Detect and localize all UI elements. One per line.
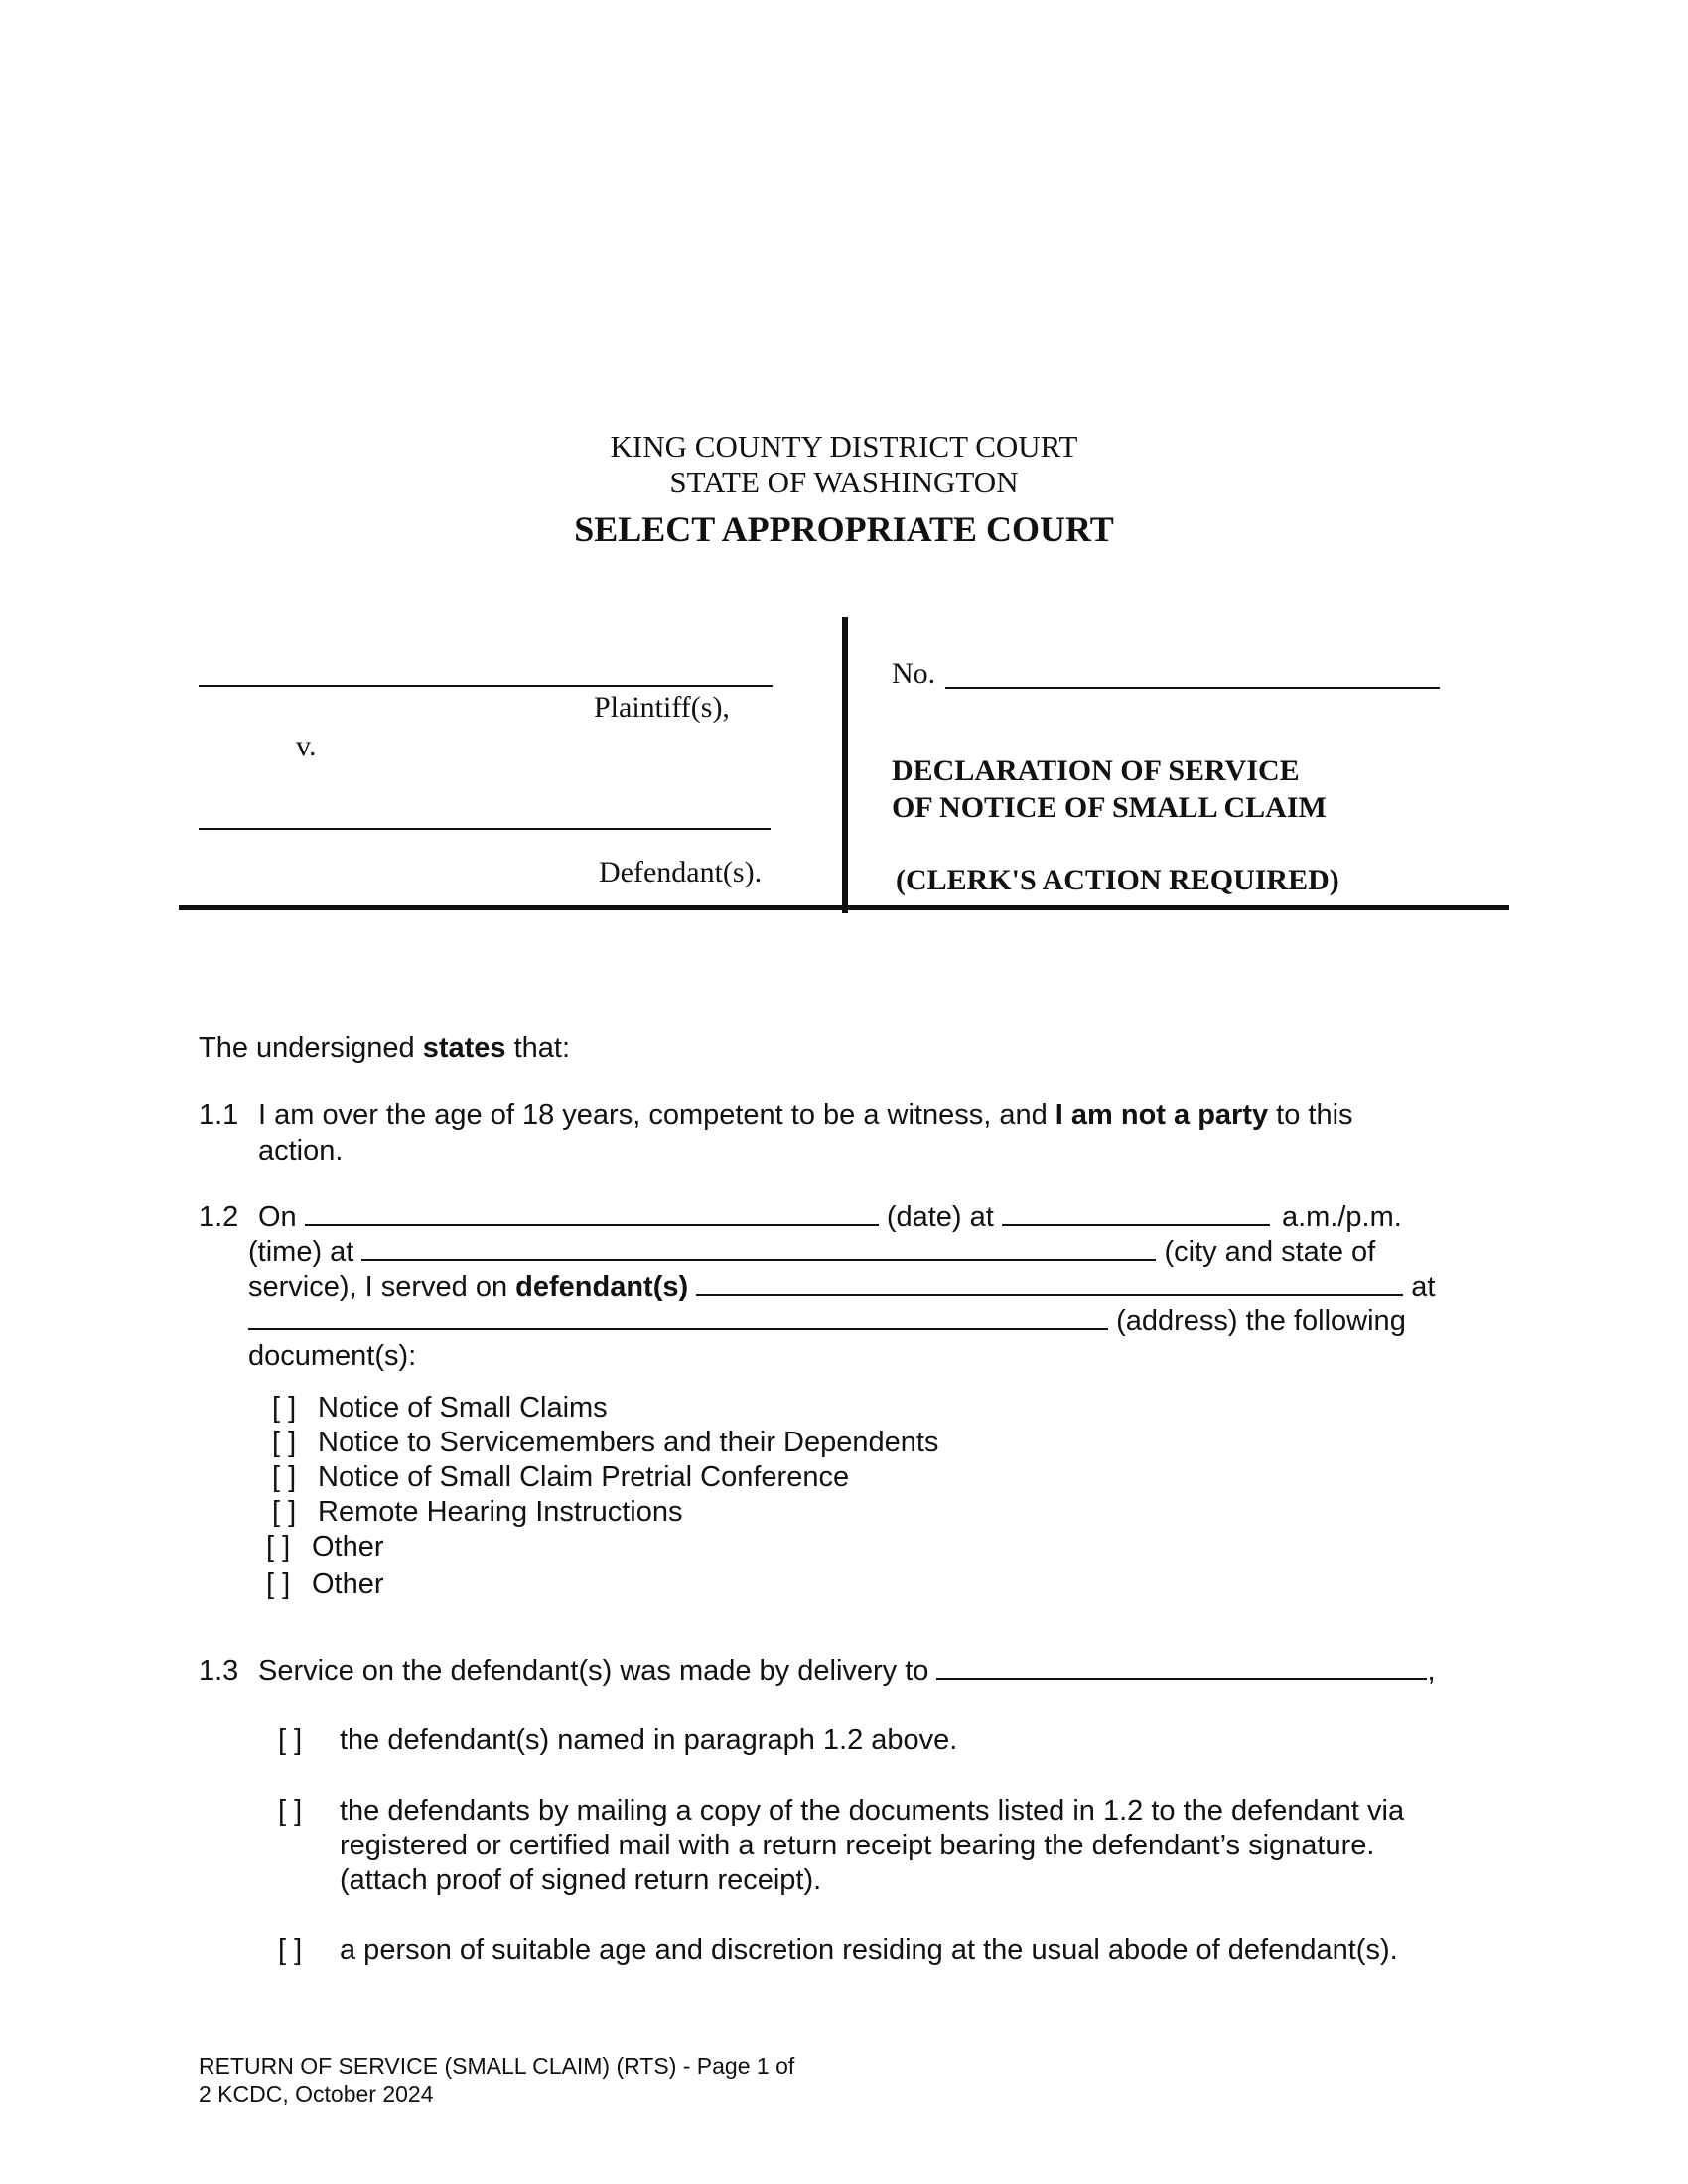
versus-label: v. xyxy=(296,730,317,762)
checkbox[interactable]: [ ] xyxy=(266,1531,291,1563)
paragraph-1-1-number: 1.1 xyxy=(199,1099,239,1131)
clerk-action-note: (CLERK'S ACTION REQUIRED) xyxy=(896,864,1339,896)
paragraph-1-2-line2 xyxy=(248,1234,1375,1270)
checkbox[interactable]: [ ] xyxy=(266,1569,291,1600)
document-item-other-2[interactable] xyxy=(266,1567,384,1602)
caption-bottom-rule-left xyxy=(179,905,842,910)
caption-divider xyxy=(842,617,848,913)
document-label: Notice of Small Claim Pretrial Conference xyxy=(318,1461,850,1493)
intro-statement xyxy=(199,1030,570,1066)
option-mailing-line1: the defendants by mailing a copy of the documents listed in 1.2 to the defendant via xyxy=(340,1795,1405,1827)
document-title-line1: DECLARATION OF SERVICE xyxy=(892,754,1300,787)
p11-bold: I am not a party xyxy=(1055,1099,1269,1131)
caption-bottom-rule-right xyxy=(848,905,1509,910)
checkbox[interactable]: [ ] xyxy=(272,1496,297,1528)
paragraph-1-1 xyxy=(258,1097,1353,1133)
date-label: (date) at xyxy=(886,1201,994,1233)
option-checkbox-2[interactable]: [ ] xyxy=(278,1795,303,1827)
option-checkbox-3[interactable]: [ ] xyxy=(278,1934,303,1966)
service-address-field[interactable] xyxy=(248,1304,1108,1330)
intro-bold: states xyxy=(422,1032,506,1064)
paragraph-1-3 xyxy=(258,1653,1436,1689)
time-at-label: (time) at xyxy=(248,1236,354,1268)
option-checkbox-1[interactable]: [ ] xyxy=(278,1724,303,1756)
defendant-served-field[interactable] xyxy=(696,1270,1403,1296)
select-court-heading: SELECT APPROPRIATE COURT xyxy=(574,509,1114,549)
document-label: Other xyxy=(312,1531,384,1563)
document-item-pretrial-conference[interactable] xyxy=(272,1459,849,1495)
document-label: Other xyxy=(312,1569,384,1600)
on-label: On xyxy=(258,1201,297,1233)
checkbox[interactable]: [ ] xyxy=(272,1461,297,1493)
defendant-label: Defendant(s). xyxy=(599,856,763,888)
service-label: service), I served on xyxy=(248,1271,516,1302)
paragraph-1-2-line3 xyxy=(248,1269,1435,1304)
footer-line1: RETURN OF SERVICE (SMALL CLAIM) (RTS) - Page 1 of xyxy=(199,2053,795,2079)
service-time-field[interactable] xyxy=(1002,1200,1270,1226)
court-state: STATE OF WASHINGTON xyxy=(669,465,1019,499)
defendant-bold: defendant(s) xyxy=(515,1271,689,1302)
delivery-to-field[interactable] xyxy=(936,1654,1427,1680)
document-label: Notice to Servicemembers and their Dependents xyxy=(318,1427,939,1458)
service-city-field[interactable] xyxy=(361,1235,1156,1261)
footer-line2: 2 KCDC, October 2024 xyxy=(199,2081,434,2107)
p11-text-end: to this xyxy=(1268,1099,1353,1131)
option-suitable-person: a person of suitable age and discretion residing at the usual abode of defendant(s). xyxy=(340,1934,1398,1966)
court-name: KING COUNTY DISTRICT COURT xyxy=(610,429,1078,464)
plaintiff-name-line[interactable] xyxy=(199,685,773,687)
p13-comma: , xyxy=(1427,1655,1436,1687)
case-number-field[interactable] xyxy=(945,687,1440,689)
document-item-servicemembers[interactable] xyxy=(272,1425,938,1460)
paragraph-1-2-number: 1.2 xyxy=(199,1201,239,1233)
option-mailing-line3: (attach proof of signed return receipt). xyxy=(340,1864,822,1896)
intro-text-end: that: xyxy=(505,1032,571,1064)
paragraph-1-2-line4 xyxy=(248,1303,1406,1339)
document-label: Remote Hearing Instructions xyxy=(318,1496,683,1528)
p11-text: I am over the age of 18 years, competent to be a witness, and xyxy=(258,1099,1055,1131)
paragraph-1-1-line2: action. xyxy=(258,1135,344,1166)
plaintiff-label: Plaintiff(s), xyxy=(594,691,730,724)
documents-label: document(s): xyxy=(248,1340,417,1372)
checkbox[interactable]: [ ] xyxy=(272,1392,297,1424)
paragraph-1-3-number: 1.3 xyxy=(199,1655,239,1687)
at-label: at xyxy=(1411,1271,1436,1302)
ampm-label: a.m./p.m. xyxy=(1281,1201,1402,1233)
option-mailing-line2: registered or certified mail with a return receipt bearing the defendant’s signature. xyxy=(340,1830,1375,1861)
service-date-field[interactable] xyxy=(305,1200,879,1226)
checkbox[interactable]: [ ] xyxy=(272,1427,297,1458)
intro-text: The undersigned xyxy=(199,1032,423,1064)
case-number-label: No. xyxy=(892,657,936,690)
city-label: (city and state of xyxy=(1164,1236,1376,1268)
defendant-name-line[interactable] xyxy=(199,828,771,830)
option-defendant-named: the defendant(s) named in paragraph 1.2 above. xyxy=(340,1724,958,1756)
document-label: Notice of Small Claims xyxy=(318,1392,608,1424)
p13-text: Service on the defendant(s) was made by delivery to xyxy=(258,1655,929,1687)
document-item-other-1[interactable] xyxy=(266,1529,384,1565)
address-label: (address) the following xyxy=(1116,1305,1406,1337)
document-title-line2: OF NOTICE OF SMALL CLAIM xyxy=(892,791,1327,824)
paragraph-1-2-line1 xyxy=(258,1199,1402,1235)
document-item-notice-small-claims[interactable] xyxy=(272,1390,608,1426)
document-item-remote-hearing[interactable] xyxy=(272,1494,683,1530)
